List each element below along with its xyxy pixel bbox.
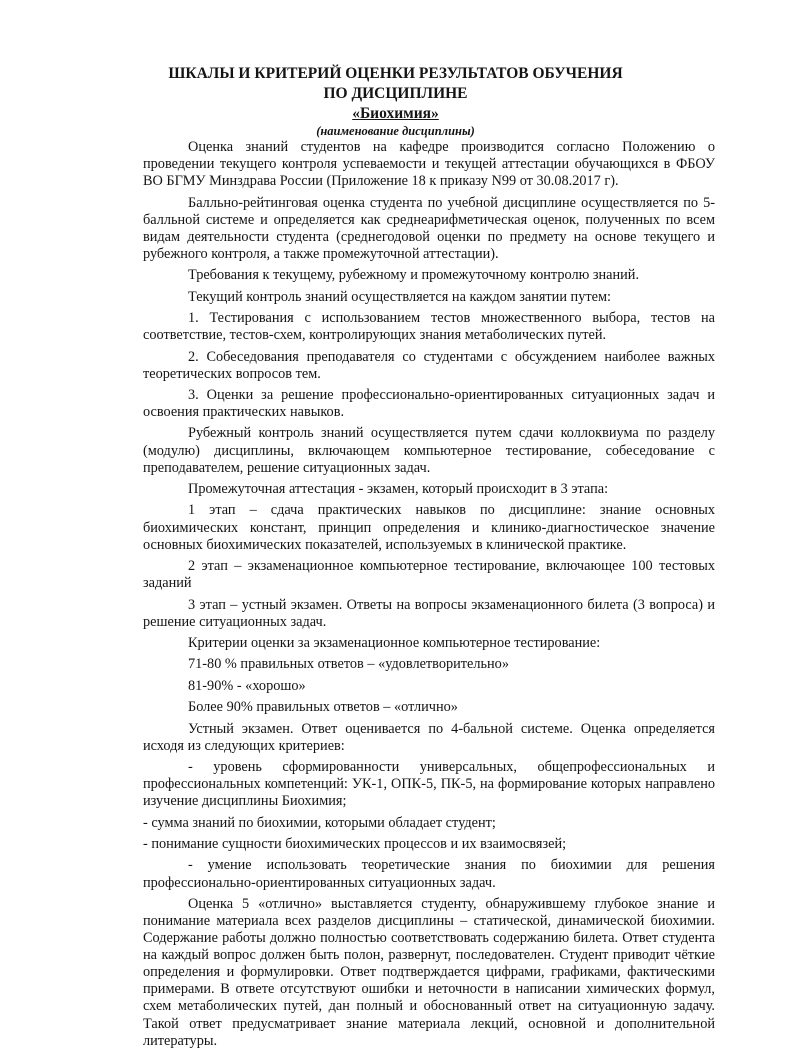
list-item: - умение использовать теоретические знания по биохимии для решения профессионально-ориентированных ситуационных задач.	[143, 857, 715, 891]
paragraph: Оценка 5 «отлично» выставляется студенту, обнаружившему глубокое знание и понимание материала всех разделов дисциплины – статической, динамической биохимии. Содержание работы должно полностью соответствовать содержанию билета. Ответ студента на каждый вопрос должен быть полон, развернут, последователен. Студент приводит чёткие определения и формулировки. Ответ подтверждается цифрами, графиками, фактическими примерами. В ответе отсутствуют ошибки и неточности в написании химических формул, схем метаболических путей, дан полный и обоснованный ответ на ситуационную задачу. Такой ответ предусматривает знание материала лекций, основной и дополнительной литературы.	[143, 895, 715, 1049]
document-title-line-1: ШКАЛЫ И КРИТЕРИЙ ОЦЕНКИ РЕЗУЛЬТАТОВ ОБУЧЕНИЯ	[168, 65, 623, 82]
list-item: 1 этап – сдача практических навыков по дисциплине: знание основных биохимических констант, принцип определения и клинико-диагностическое значение основных биохимических показателей, используемых в клинической практике.	[143, 502, 715, 553]
list-item: 1. Тестирования с использованием тестов множественного выбора, тестов на соответствие, тестов-схем, контролирующих знания метаболических путей.	[143, 310, 715, 344]
paragraph: Устный экзамен. Ответ оценивается по 4-бальной системе. Оценка определяется исходя из следующих критериев:	[143, 720, 715, 754]
list-item: 2 этап – экзаменационное компьютерное тестирование, включающее 100 тестовых заданий	[143, 558, 715, 592]
list-item: - сумма знаний по биохимии, которыми обладает студент;	[143, 814, 496, 831]
subject-name	[0, 104, 791, 123]
subject-note: (наименование дисциплины)	[316, 124, 475, 138]
paragraph: Балльно-рейтинговая оценка студента по учебной дисциплине осуществляется по 5-балльной системе и определяется как среднеарифметическая оценок, полученных по всем видам деятельности студента (среднегодовой оценки по предмету на основе текущего и рубежного контроля, а также промежуточной аттестации).	[143, 194, 715, 262]
paragraph: Требования к текущему, рубежному и промежуточному контролю знаний.	[188, 267, 640, 284]
subject-name-text: «Биохимия»	[352, 105, 439, 122]
paragraph: Рубежный контроль знаний осуществляется путем сдачи коллоквиума по разделу (модулю) дисциплины, включающем компьютерное тестирование, собеседование с преподавателем, решение ситуационных задач.	[143, 425, 715, 476]
list-item: - уровень сформированности универсальных, общепрофессиональных и профессиональных компетенций: УК-1, ОПК-5, ПК-5, на формирование которых направлено изучение дисциплины Биохимия;	[143, 759, 715, 810]
list-item: 3 этап – устный экзамен. Ответы на вопросы экзаменационного билета (3 вопроса) и решение ситуационных задач.	[143, 596, 715, 630]
list-item: 3. Оценки за решение профессионально-ориентированных ситуационных задач и освоения практических навыков.	[143, 387, 715, 421]
paragraph: Промежуточная аттестация - экзамен, который происходит в 3 этапа:	[188, 481, 609, 498]
list-item: Более 90% правильных ответов – «отлично»	[188, 699, 458, 716]
document-title-line-2: ПО ДИСЦИПЛИНЕ	[323, 85, 468, 102]
paragraph: Текущий контроль знаний осуществляется на каждом занятии путем:	[188, 288, 611, 305]
document-body	[143, 139, 715, 1054]
list-item: 2. Собеседования преподавателя со студентами с обсуждением наиболее важных теоретических вопросов тем.	[143, 348, 715, 382]
list-item: - понимание сущности биохимических процессов и их взаимосвязей;	[143, 836, 567, 853]
list-item: 81-90% - «хорошо»	[188, 677, 306, 694]
paragraph: Критерии оценки за экзаменационное компьютерное тестирование:	[188, 635, 601, 651]
list-item: 71-80 % правильных ответов – «удовлетворительно»	[188, 656, 509, 673]
paragraph: Оценка знаний студентов на кафедре производится согласно Положению о проведении текущего контроля успеваемости и текущей аттестации обучающихся в ФБОУ ВО БГМУ Минздрава России (Приложение 18 к приказу N99 от 30.08.2017 г).	[143, 139, 715, 190]
